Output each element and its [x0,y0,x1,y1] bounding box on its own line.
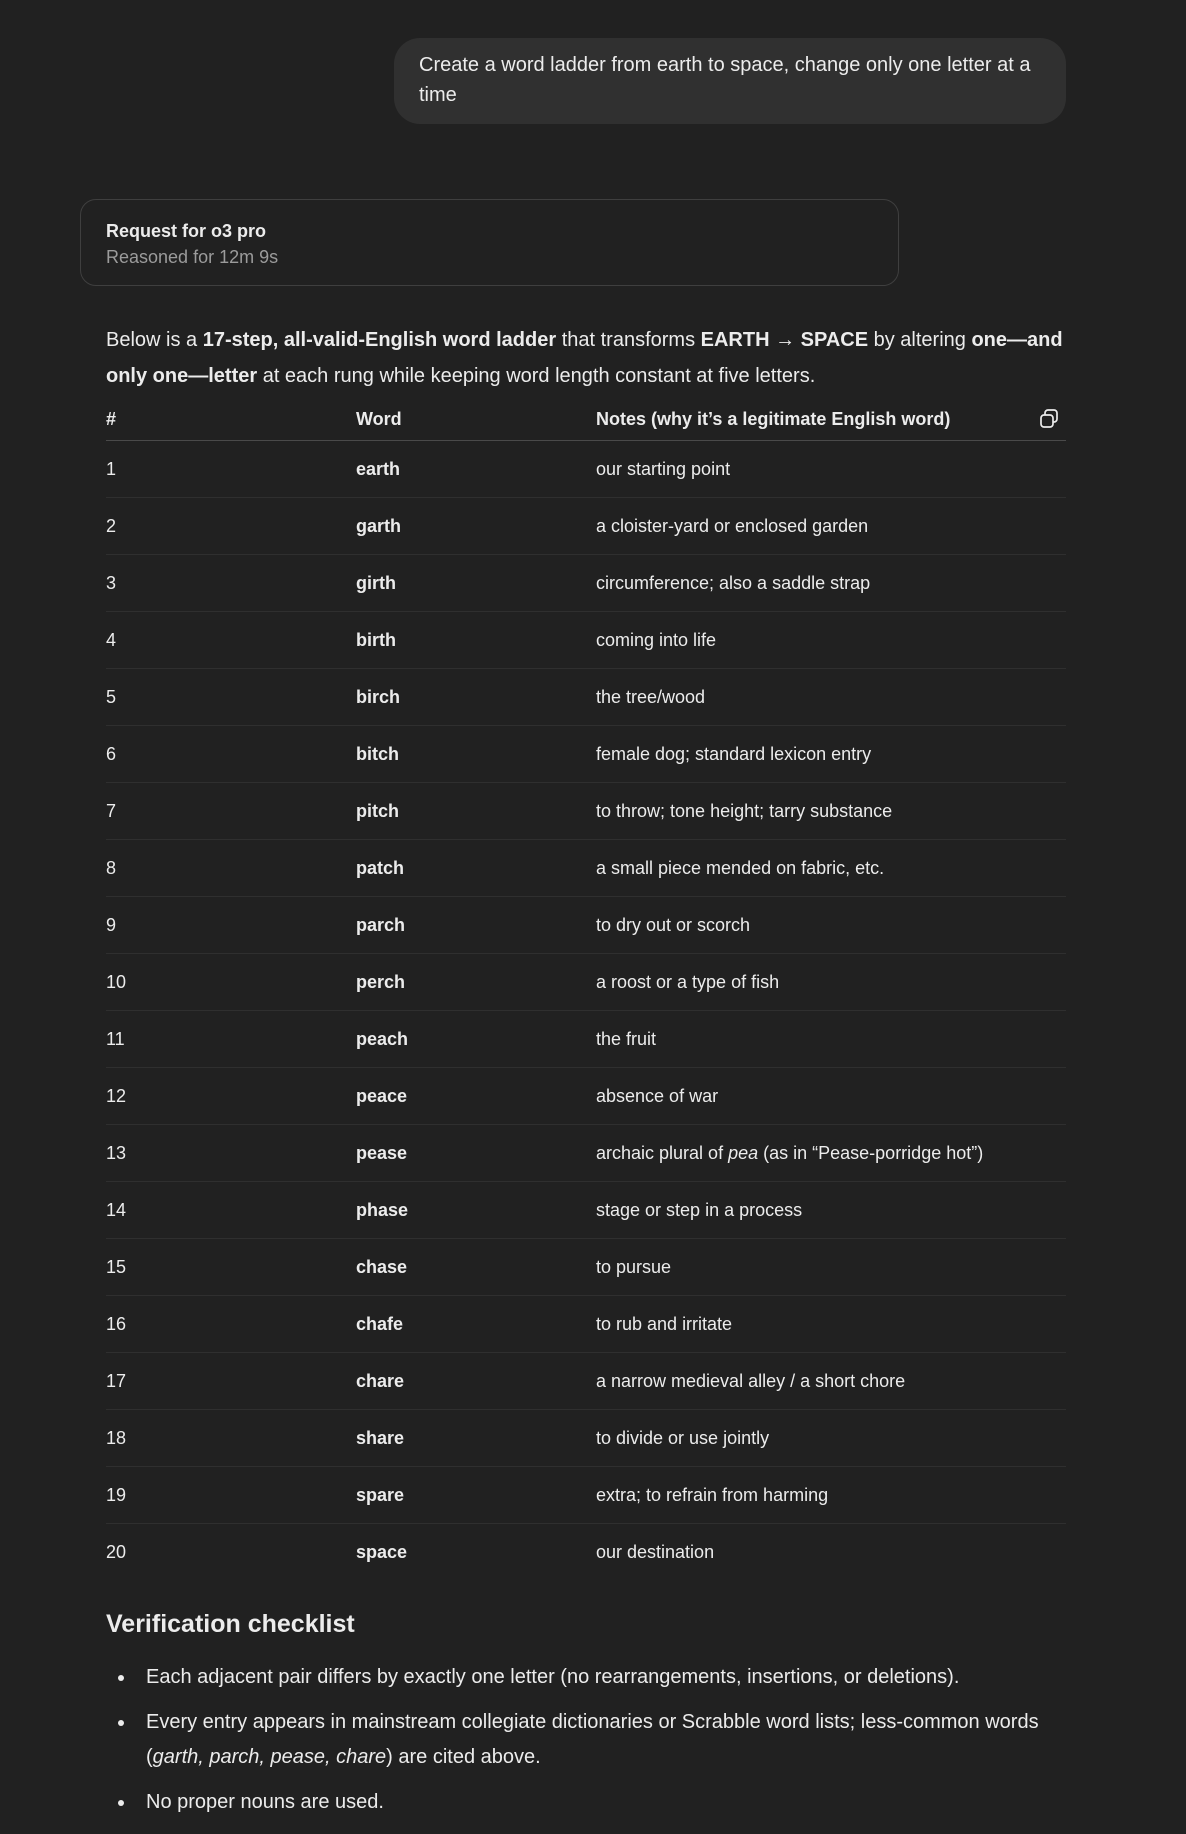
intro-bold: EARTH → SPACE [700,329,869,351]
intro-text: at each rung while keeping word length constant at five letters. [257,365,816,387]
row-number: 9 [106,915,117,935]
list-item-text: Each adjacent pair differs by exactly one letter (no rearrangements, insertions, or deletions). [146,1666,960,1688]
list-item-text: ) are cited above. [386,1746,541,1768]
row-word: patch [356,858,405,878]
list-item-italic: garth, parch, pease, chare [152,1746,387,1768]
row-note: our starting point [596,459,731,479]
list-item [106,1705,1066,1775]
table-row [106,1410,1066,1467]
row-word: space [356,1542,408,1562]
row-word: garth [356,516,401,536]
row-word: chafe [356,1314,404,1334]
row-number: 16 [106,1314,127,1334]
row-word: birch [356,687,401,707]
table-row [106,441,1066,498]
table-row [106,1239,1066,1296]
list-item [106,1785,1066,1820]
table-row [106,1125,1066,1182]
row-number: 12 [106,1086,127,1106]
row-note: absence of war [596,1086,719,1106]
copy-icon[interactable] [1038,408,1060,430]
table-row [106,726,1066,783]
table-row [106,612,1066,669]
checklist-heading: Verification checklist [106,1610,355,1638]
row-number: 5 [106,687,117,707]
row-word: parch [356,915,406,935]
list-item-text: No proper nouns are used. [146,1791,384,1813]
row-number: 3 [106,573,117,593]
table-row [106,1182,1066,1239]
row-number: 17 [106,1371,127,1391]
intro-paragraph [106,322,1066,394]
row-number: 10 [106,972,127,992]
table-row [106,954,1066,1011]
intro-text: by altering [868,329,972,351]
row-word: earth [356,459,401,479]
user-message-bubble [394,38,1066,124]
reasoning-card[interactable] [80,199,899,286]
row-number: 8 [106,858,117,878]
row-note: the tree/wood [596,687,706,707]
row-number: 1 [106,459,117,479]
row-number: 18 [106,1428,127,1448]
row-note: a small piece mended on fabric, etc. [596,858,885,878]
row-number: 4 [106,630,117,650]
row-note: our destination [596,1542,715,1562]
row-number: 6 [106,744,117,764]
verification-checklist [106,1660,1066,1830]
word-ladder-table [106,400,1066,1580]
intro-text: Below is a [106,329,203,351]
row-note: circumference; also a saddle strap [596,573,871,593]
intro-bold: 17-step, all-valid-English word ladder [202,329,557,351]
row-word: perch [356,972,406,992]
table-row [106,498,1066,555]
row-note [596,1141,983,1165]
row-note: extra; to refrain from harming [596,1485,829,1505]
row-word: peach [356,1029,409,1049]
row-word: spare [356,1485,405,1505]
row-word: pitch [356,801,399,821]
row-word: share [356,1428,405,1448]
row-word: peace [356,1086,408,1106]
row-note: to dry out or scorch [596,915,751,935]
row-word: girth [356,573,396,593]
row-note: a cloister-yard or enclosed garden [596,516,869,536]
table-row [106,897,1066,954]
table-row [106,555,1066,612]
row-number: 7 [106,801,117,821]
row-number: 19 [106,1485,127,1505]
row-word: chare [356,1371,405,1391]
user-message-text: Create a word ladder from earth to space, change only one letter at a time [419,54,1031,106]
row-number: 14 [106,1200,127,1220]
row-number: 2 [106,516,117,536]
row-note: the fruit [596,1029,657,1049]
table-row [106,669,1066,726]
list-item [106,1660,1066,1695]
row-note: to pursue [596,1257,672,1277]
row-note: coming into life [596,630,717,650]
reasoning-duration: Reasoned for 12m 9s [106,247,279,267]
row-note: to throw; tone height; tarry substance [596,801,893,821]
row-word: phase [356,1200,409,1220]
reasoning-title: Request for o3 pro [106,221,267,241]
row-note-text: archaic plural of [596,1143,729,1163]
table-row [106,1353,1066,1410]
row-number: 13 [106,1143,127,1163]
row-note-italic: pea [728,1143,759,1163]
table-row [106,1524,1066,1580]
table-body [106,441,1066,1580]
intro-bold: one—and only one—letter [106,329,1063,387]
table-row [106,840,1066,897]
row-note: a roost or a type of fish [596,972,780,992]
row-word: pease [356,1143,408,1163]
row-note: female dog; standard lexicon entry [596,744,872,764]
table-row [106,1296,1066,1353]
table-row [106,1011,1066,1068]
header-word: Word [356,409,402,429]
row-number: 20 [106,1542,127,1562]
row-note: to divide or use jointly [596,1428,770,1448]
header-number: # [106,409,117,429]
list-item-text: Every entry appears in mainstream collegiate dictionaries or Scrabble word lists; less-common words ( [146,1711,1039,1768]
intro-text: that transforms [556,329,701,351]
table-row [106,783,1066,840]
row-number: 11 [106,1029,125,1049]
row-number: 15 [106,1257,127,1277]
row-note: stage or step in a process [596,1200,803,1220]
table-row [106,1068,1066,1125]
row-note: a narrow medieval alley / a short chore [596,1371,906,1391]
row-word: chase [356,1257,408,1277]
row-note: to rub and irritate [596,1314,733,1334]
table-header [106,400,1066,441]
table-row [106,1467,1066,1524]
row-word: bitch [356,744,399,764]
header-notes: Notes (why it’s a legitimate English word) [596,409,951,429]
row-word: birth [356,630,396,650]
row-note-text: (as in “Pease-porridge hot”) [758,1143,984,1163]
